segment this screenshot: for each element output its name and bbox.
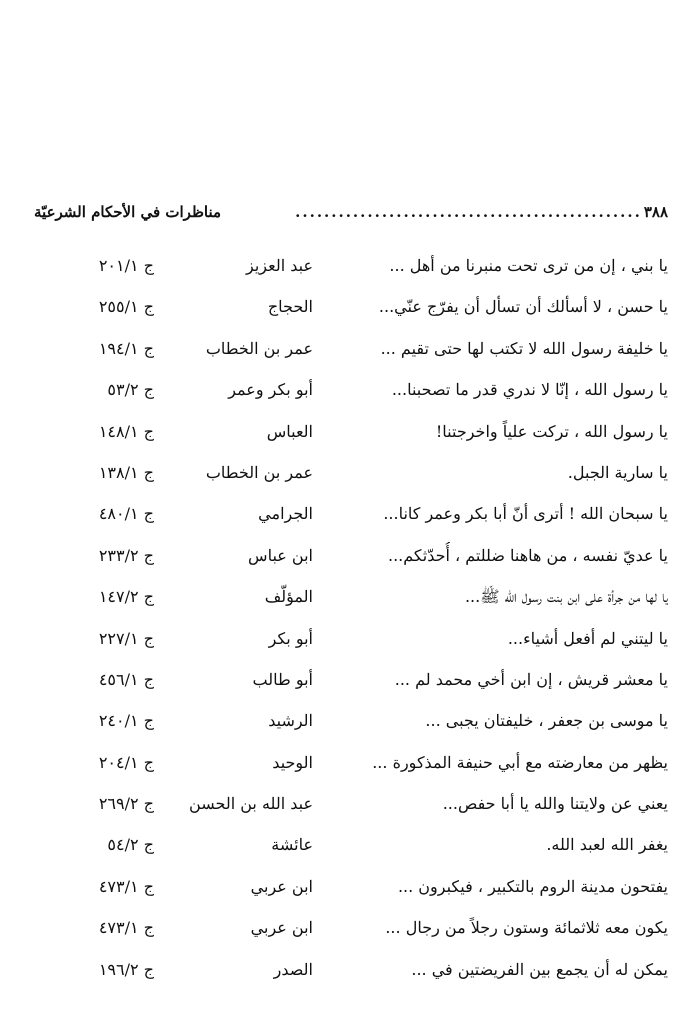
entry-quote: يغفر الله لعبد الله.	[546, 835, 668, 855]
entry-volume-page: ج ١٩٦/٢	[98, 959, 154, 979]
entry-speaker: العباس	[266, 421, 313, 441]
entry-volume-page: ج ٤٥٦/١	[98, 669, 154, 689]
index-entry	[34, 625, 668, 666]
entry-speaker: ابن عربي	[250, 876, 313, 896]
dot-leader: ................................................	[295, 203, 642, 221]
entry-volume-page: ج ٤٧٣/١	[98, 876, 154, 896]
index-entry	[34, 500, 668, 541]
index-entry	[34, 335, 668, 376]
entry-speaker: المؤلّف	[264, 587, 313, 607]
index-entry	[34, 790, 668, 831]
entry-speaker: أبو بكر وعمر	[228, 380, 313, 400]
index-entry	[34, 376, 668, 417]
page-number: ٣٨٨	[643, 203, 668, 221]
entry-quote: يا عديّ نفسه ، من هاهنا ضللتم ، أُحدّثكم...	[388, 545, 668, 565]
index-entry	[34, 418, 668, 459]
entry-quote: يكون معه ثلاثمائة وستون رجلاً من رجال ...	[385, 918, 668, 938]
entry-quote: يظهر من معارضته مع أبي حنيفة المذكورة ...	[372, 752, 668, 772]
entry-speaker: عبد الله بن الحسن	[189, 794, 313, 814]
entry-quote: يعني عن ولايتنا والله يا أبا حفص...	[442, 794, 668, 814]
book-title: مناظرات في الأحكام الشرعيّة	[34, 203, 222, 221]
index-entry	[34, 956, 668, 997]
entry-speaker: الحجاج	[267, 297, 313, 317]
index-entry	[34, 707, 668, 748]
entry-quote: يا لها من جرأة على ابن بنت رسول الله ﷺ...	[464, 587, 668, 607]
entry-speaker: الرشيد	[268, 711, 313, 731]
entry-speaker: الجرامي	[258, 504, 313, 524]
entry-speaker: ابن عربي	[250, 918, 313, 938]
entry-volume-page: ج ١٩٤/١	[98, 338, 154, 358]
entry-speaker: أبو طالب	[252, 669, 313, 689]
entry-speaker: أبو بكر	[268, 628, 313, 648]
index-entry	[34, 459, 668, 500]
entry-volume-page: ج ٢٢٧/١	[98, 628, 154, 648]
entry-quote: يا معشر قريش ، إن ابن أخي محمد لم ...	[394, 669, 668, 689]
entry-quote: يا ليتني لم أفعل أشياء...	[507, 628, 668, 648]
entry-speaker: الصدر	[273, 959, 313, 979]
entry-speaker: عبد العزيز	[245, 256, 313, 275]
entry-quote: يا رسول الله ، تركت علياً واخرجتنا!	[435, 421, 668, 441]
quote-index	[34, 252, 668, 997]
entry-volume-page: ج ٥٣/٢	[107, 380, 154, 400]
entry-volume-page: ج ٢٥٥/١	[98, 297, 154, 317]
index-entry	[34, 252, 668, 293]
entry-speaker: عمر بن الخطاب	[205, 462, 313, 482]
entry-quote: يا سارية الجبل.	[567, 462, 668, 482]
index-entry	[34, 831, 668, 872]
entry-volume-page: ج ٢٠١/١	[98, 256, 154, 275]
entry-volume-page: ج ١٤٨/١	[98, 421, 154, 441]
index-entry	[34, 542, 668, 583]
entry-quote: يا بني ، إن من ترى تحت منبرنا من أهل ...	[389, 256, 668, 275]
entry-speaker: ابن عباس	[248, 545, 313, 565]
index-entry	[34, 749, 668, 790]
entry-volume-page: ج ١٣٨/١	[98, 462, 154, 482]
index-entry	[34, 666, 668, 707]
entry-volume-page: ج ٤٧٣/١	[98, 918, 154, 938]
entry-quote: يفتحون مدينة الروم بالتكبير ، فيكبرون ...	[397, 876, 668, 896]
entry-quote: يا سبحان الله ! أترى أنّ أبا بكر وعمر كانا...	[383, 504, 668, 524]
entry-volume-page: ج ٢٠٤/١	[98, 752, 154, 772]
index-entry	[34, 583, 668, 624]
entry-quote: يا خليفة رسول الله لا تكتب لها حتى تقيم ...	[380, 338, 668, 358]
entry-quote: يمكن له أن يجمع بين الفريضتين في ...	[411, 959, 668, 979]
index-entry	[34, 914, 668, 955]
entry-volume-page: ج ٤٨٠/١	[98, 504, 154, 524]
entry-speaker: عمر بن الخطاب	[205, 338, 313, 358]
entry-quote: يا رسول الله ، إنّا لا ندري قدر ما تصحبنا...	[391, 380, 668, 400]
entry-quote: يا حسن ، لا أسألك أن تسأل أن يفرّج عنّي...	[378, 297, 668, 317]
entry-volume-page: ج ٥٤/٢	[107, 835, 154, 855]
entry-volume-page: ج ١٤٧/٢	[98, 587, 154, 607]
running-header	[34, 203, 668, 227]
entry-speaker: الوحيد	[272, 752, 313, 772]
entry-volume-page: ج ٢٦٩/٢	[98, 794, 154, 814]
entry-volume-page: ج ٢٣٣/٢	[98, 545, 154, 565]
entry-volume-page: ج ٢٤٠/١	[98, 711, 154, 731]
index-entry	[34, 873, 668, 914]
entry-quote: يا موسى بن جعفر ، خليفتان يجبى ...	[425, 711, 668, 731]
entry-speaker: عائشة	[271, 835, 313, 855]
index-entry	[34, 293, 668, 334]
